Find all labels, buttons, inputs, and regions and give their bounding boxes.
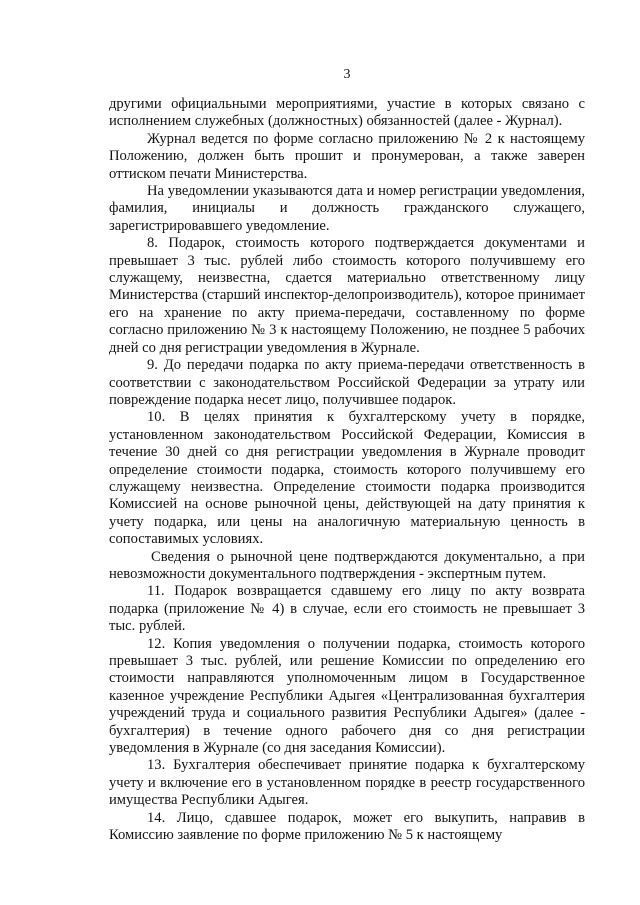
paragraph-item-10: 10. В целях принятия к бухгалтерскому учету в порядке, установленном законодательством Российской Федерации, Комиссия в течение 30 дней со дня регистрации уведомления в Журнале проводит определение стоимости подарка, стоимость которого получившему его служащему неизвестна. Определение стоимости подарка производится Комиссией на основе рыночной цены, действующей на дату принятия к учету подарка, или цены на аналогичную материальную ценность в сопоставимых условиях. [109, 409, 585, 548]
paragraph-continuation: другими официальными мероприятиями, участие в которых связано с исполнением служебных (должностных) обязанностей (далее - Журнал). [109, 96, 585, 130]
page-number: 3 [343, 67, 351, 82]
paragraph-item-9: 9. До передачи подарка по акту приема-передачи ответственность в соответствии с законодательством Российской Федерации за утрату или повреждение подарка несет лицо, получившее подарок. [109, 357, 585, 408]
paragraph-market-price: Сведения о рыночной цене подтверждаются документально, а при невозможности документального подтверждения - экспертным путем. [109, 548, 585, 582]
paragraph-journal-form: Журнал ведется по форме согласно приложению № 2 к настоящему Положению, должен быть прошит и пронумерован, а также заверен оттиском печати Министерства. [109, 130, 585, 182]
paragraph-notification-details: На уведомлении указываются дата и номер регистрации уведомления, фамилия, инициалы и должность гражданского служащего, зарегистрировавшего уведомление. [109, 183, 585, 234]
document-page [109, 66, 585, 844]
paragraph-item-14: 14. Лицо, сдавшее подарок, может его выкупить, направив в Комиссию заявление по форме приложению № 5 к настоящему [109, 809, 585, 844]
paragraph-item-8: 8. Подарок, стоимость которого подтверждается документами и превышает 3 тыс. рублей либо стоимость которого получившему его служащему, неизвестна, сдается материально ответственному лицу Министерства (старший инспектор-делопроизводитель), которое принимает его на хранение по акту приема-передачи, составленному по форме согласно приложению № 3 к настоящему Положению, не позднее 5 рабочих дней со дня регистрации уведомления в Журнале. [109, 235, 585, 356]
paragraph-item-11: 11. Подарок возвращается сдавшему его лицу по акту возврата подарка (приложение № 4) в случае, если его стоимость не превышает 3 тыс. рублей. [109, 583, 585, 635]
paragraph-item-13: 13. Бухгалтерия обеспечивает принятие подарка к бухгалтерскому учету и включение его в установленном порядке в реестр государственного имущества Республики Адыгея. [109, 757, 585, 809]
paragraph-item-12: 12. Копия уведомления о получении подарка, стоимость которого превышает 3 тыс. рублей, или решение Комиссии по определению его стоимости направляются уполномоченным лицом в Государственное казенное учреждение Республики Адыгея «Централизованная бухгалтерия учреждений труда и социального развития Республики Адыгея» (далее - бухгалтерия) в течение одного рабочего дня со дня регистрации уведомления в Журнале (со дня заседания Комиссии). [109, 635, 585, 757]
